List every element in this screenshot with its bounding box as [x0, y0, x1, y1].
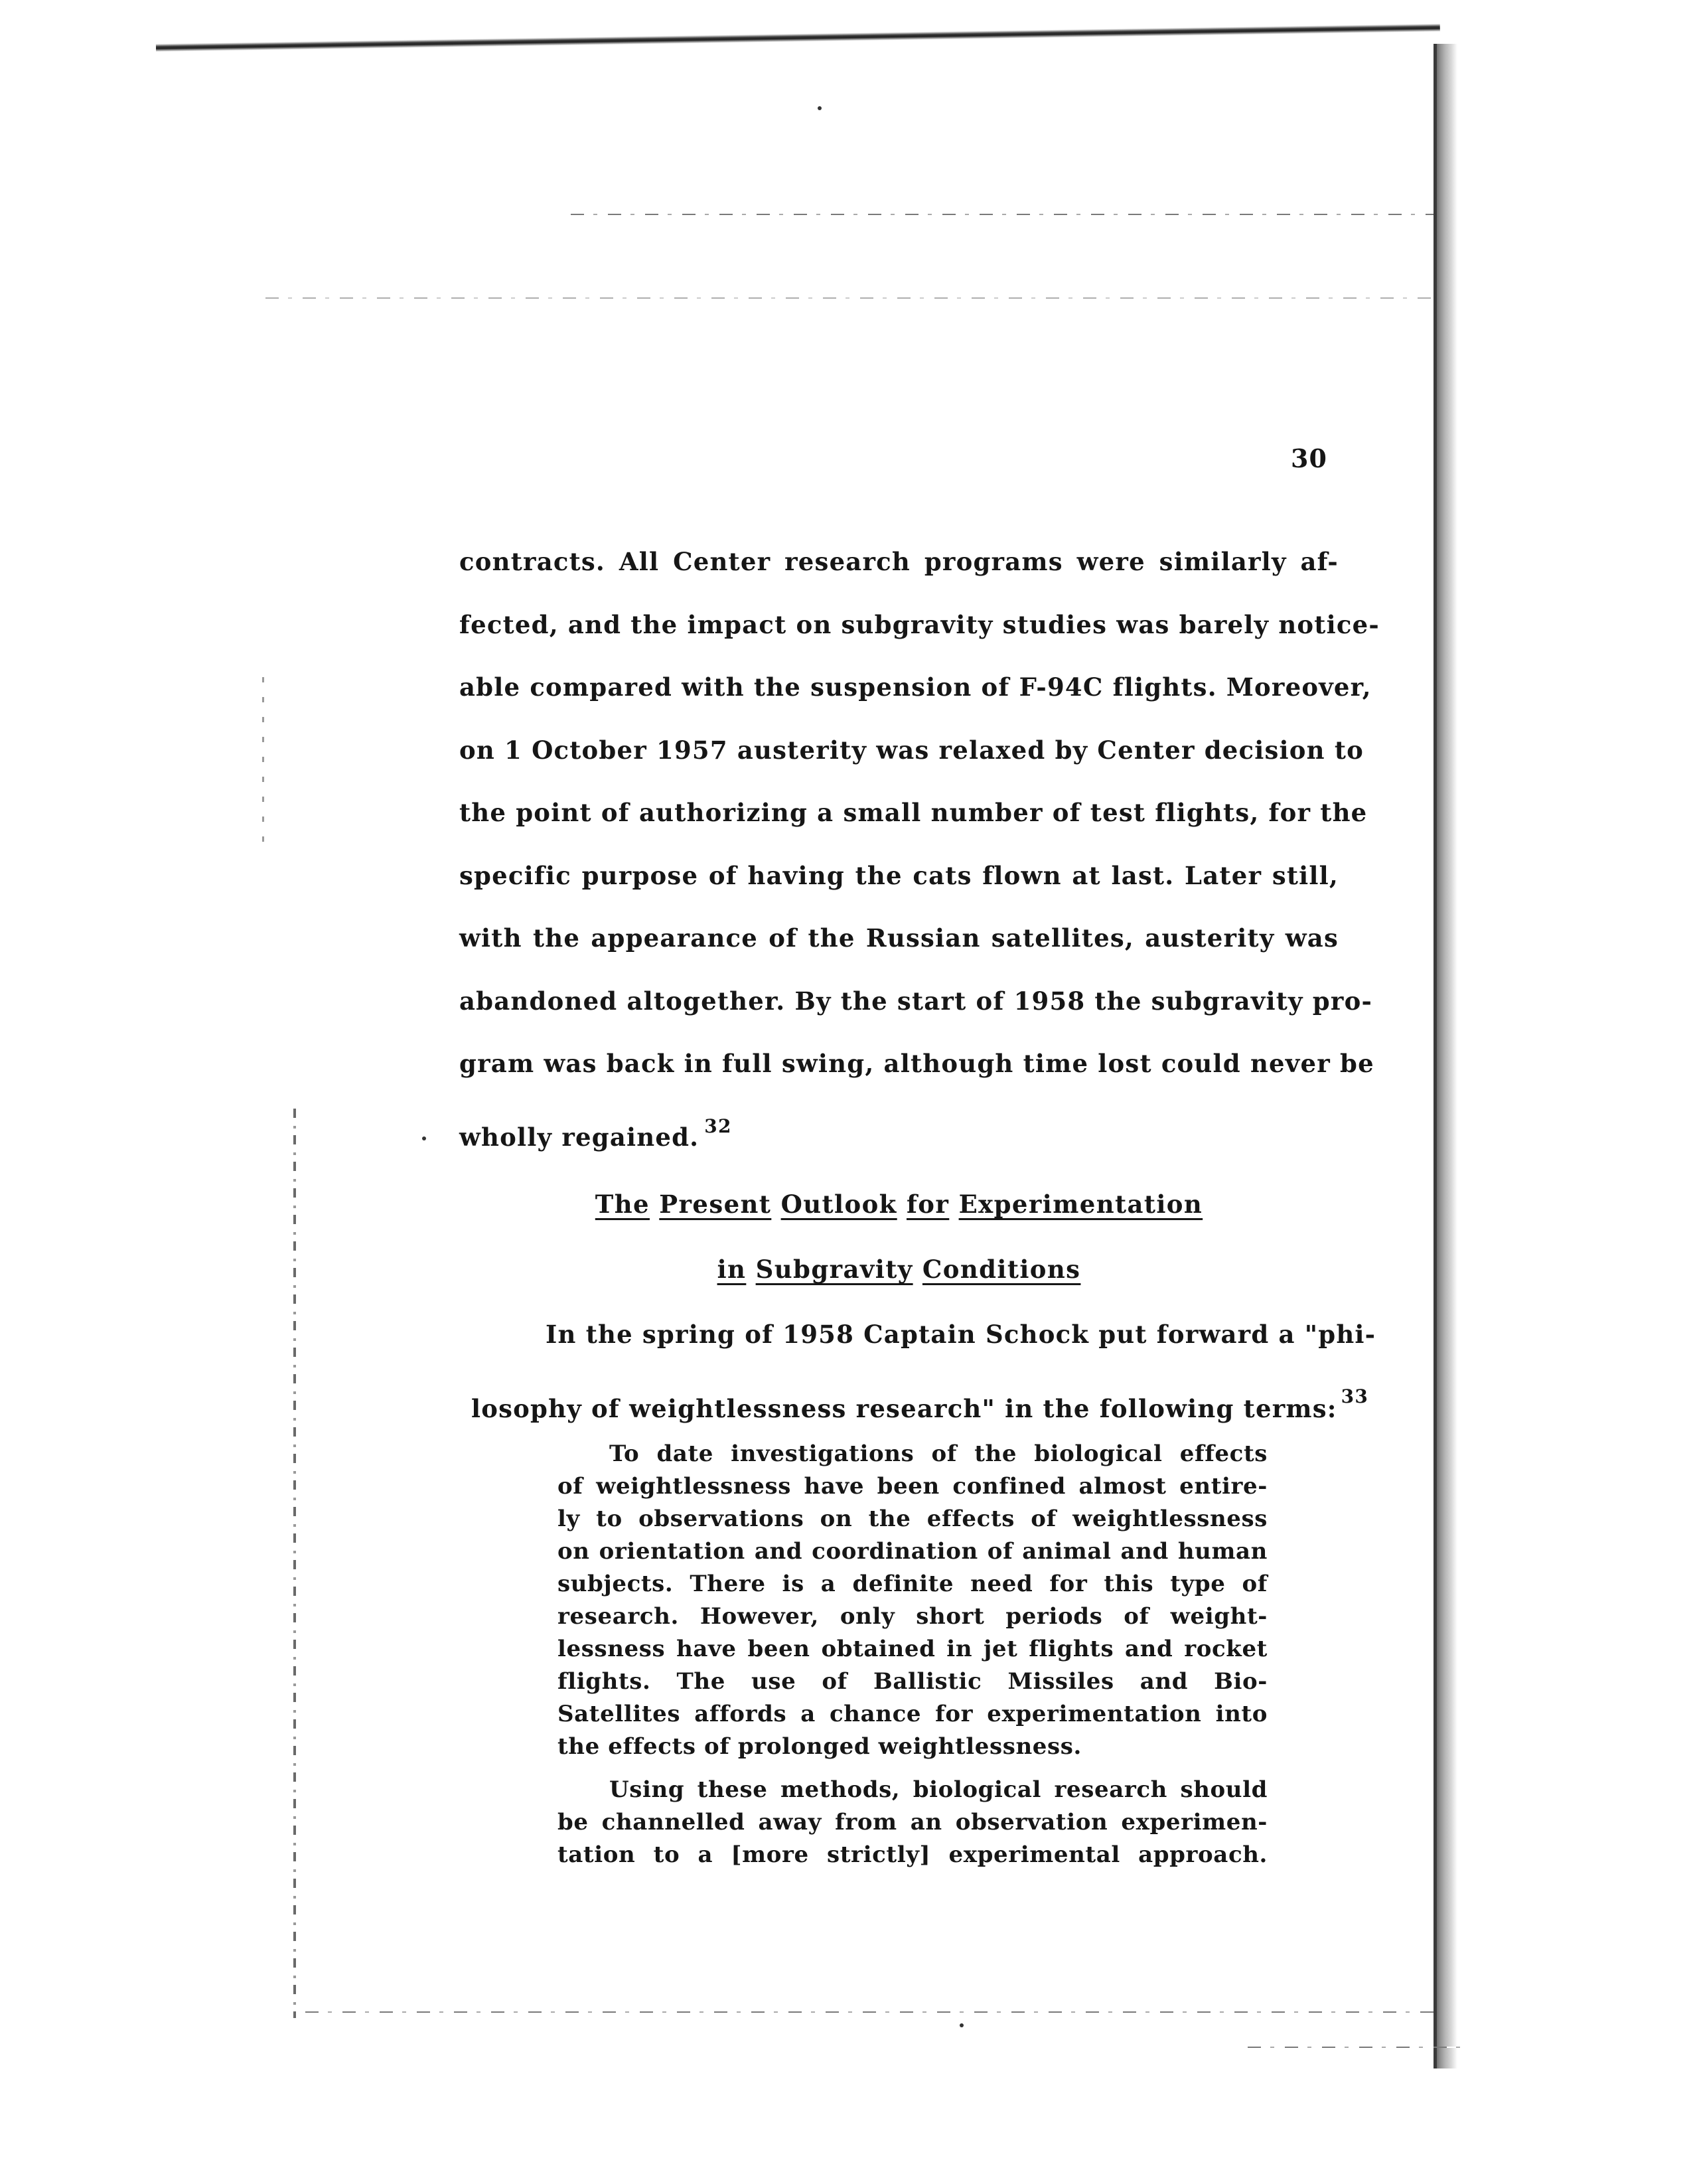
quote-line: on orientation and coordination of animal and human	[557, 1538, 1268, 1565]
section-intro	[471, 1314, 1376, 1439]
page-number: 30	[1291, 443, 1327, 473]
quote-line: ly to observations on the effects of weightlessness	[557, 1506, 1268, 1532]
body-line: gram was back in full swing, although time lost could never be	[459, 1049, 1374, 1078]
heading-word: Subgravity	[755, 1255, 913, 1284]
body-line: on 1 October 1957 austerity was relaxed by Center decision to	[459, 735, 1364, 765]
footnote-ref: 32	[704, 1115, 732, 1137]
scan-dash-line-2	[265, 297, 1434, 299]
body-line: with the appearance of the Russian satellites, austerity was	[459, 923, 1339, 953]
heading-word: for	[906, 1190, 950, 1219]
quote-line: tation to a [more strictly] experimental approach.	[557, 1841, 1268, 1868]
body-line: specific purpose of having the cats flown at last. Later still,	[459, 860, 1339, 890]
heading-word: Present	[659, 1190, 772, 1219]
heading-word: Outlook	[780, 1190, 897, 1219]
scan-right-edge	[1435, 44, 1457, 2068]
quote-line: the effects of prolonged weightlessness.	[557, 1733, 1082, 1760]
footnote-ref: 33	[1341, 1385, 1369, 1407]
scan-left-edge-upper	[262, 677, 264, 850]
scan-speck	[422, 1136, 426, 1140]
scan-dash-line-3	[305, 2011, 1434, 2013]
scan-top-edge	[156, 24, 1440, 52]
section-heading-line-1	[459, 1190, 1339, 1219]
body-line: contracts. All Center research programs were similarly af-	[459, 547, 1339, 576]
scan-dash-line-1	[571, 214, 1434, 215]
intro-line-text: losophy of weightlessness research" in the following terms:	[471, 1394, 1337, 1423]
heading-word: The	[595, 1190, 650, 1219]
body-line-last	[459, 1106, 1339, 1169]
block-quote-paragraph-1	[557, 1438, 1268, 1763]
heading-word: in	[717, 1255, 747, 1284]
quote-line: lessness have been obtained in jet flights and rocket	[557, 1636, 1268, 1662]
scan-dash-line-4	[1248, 2047, 1467, 2048]
section-heading-line-2	[459, 1255, 1339, 1284]
quote-line: of weightlessness have been confined almost entire-	[557, 1473, 1268, 1500]
block-quote-paragraph-2	[557, 1774, 1268, 1871]
body-line-text: wholly regained.	[459, 1122, 699, 1152]
quote-line: research. However, only short periods of weight-	[557, 1603, 1268, 1630]
quote-line: To date investigations of the biological effects	[609, 1441, 1268, 1467]
quote-line: subjects. There is a definite need for this type of	[557, 1571, 1268, 1597]
quote-line: Using these methods, biological research should	[609, 1776, 1268, 1803]
quote-line: Satellites affords a chance for experimentation into	[557, 1701, 1268, 1727]
body-line: able compared with the suspension of F-94C flights. Moreover,	[459, 672, 1372, 702]
scan-left-edge	[293, 1109, 296, 2018]
scan-speck	[960, 2023, 964, 2027]
body-line: the point of authorizing a small number of test flights, for the	[459, 798, 1368, 827]
body-line: fected, and the impact on subgravity studies was barely notice-	[459, 609, 1380, 639]
scan-right-edge-line	[1434, 44, 1437, 2068]
quote-line: be channelled away from an observation experimen-	[557, 1809, 1268, 1835]
intro-line: In the spring of 1958 Captain Schock put forward a "phi-	[546, 1320, 1376, 1349]
heading-word: Conditions	[922, 1255, 1081, 1284]
scan-speck	[818, 106, 822, 110]
quote-line: flights. The use of Ballistic Missiles and Bio-	[557, 1668, 1268, 1695]
body-paragraph	[459, 541, 1380, 1168]
heading-word: Experimentation	[958, 1190, 1203, 1219]
body-line: abandoned altogether. By the start of 1958 the subgravity pro-	[459, 986, 1373, 1016]
intro-line	[471, 1377, 1369, 1439]
